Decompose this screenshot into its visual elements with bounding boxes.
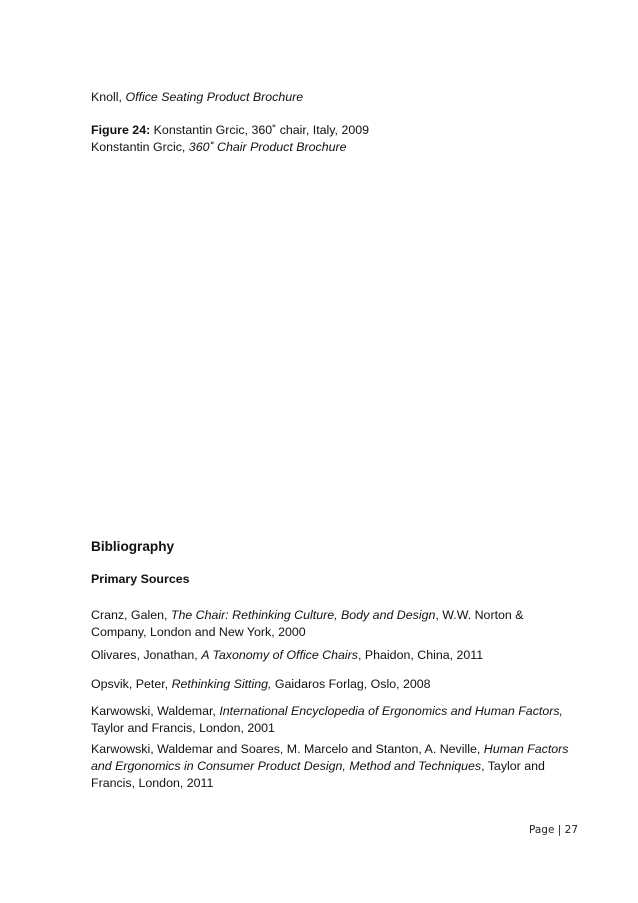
bibliography-entry xyxy=(91,647,581,664)
entry-title: Rethinking Sitting, xyxy=(171,677,272,691)
primary-sources-heading: Primary Sources xyxy=(91,572,190,586)
figure-24-source-author: Konstantin Grcic, xyxy=(91,140,189,154)
entry-publication: Taylor and Francis, London, 2001 xyxy=(91,721,275,735)
page-number: Page | 27 xyxy=(529,824,578,836)
entry-title: The Chair: Rethinking Culture, Body and Design xyxy=(170,608,436,622)
entry-author: Karwowski, Waldemar, xyxy=(91,704,220,718)
credit-knoll xyxy=(91,89,581,106)
bibliography-entry xyxy=(91,676,581,693)
entry-title: Human Factors and Ergonomics in Consumer Product Design, Method and Techniques xyxy=(91,742,569,773)
entry-publication: , W.W. Norton & Company, London and New York, 2000 xyxy=(91,608,524,639)
entry-title: A Taxonomy of Office Chairs xyxy=(201,648,358,662)
credit-knoll-author: Knoll, xyxy=(91,90,126,104)
bibliography-entry xyxy=(91,703,581,737)
entry-title: International Encyclopedia of Ergonomics and Human Factors, xyxy=(219,704,563,718)
entry-publication: , Taylor and Francis, London, 2011 xyxy=(91,759,545,790)
credit-figure-24 xyxy=(91,122,581,156)
entry-publication: Gaidaros Forlag, Oslo, 2008 xyxy=(271,677,431,691)
entry-author: Cranz, Galen, xyxy=(91,608,171,622)
figure-24-label: Figure 24: xyxy=(91,123,151,137)
entry-author: Olivares, Jonathan, xyxy=(91,648,202,662)
bibliography-entry xyxy=(91,741,581,792)
figure-24-caption: Konstantin Grcic, 360˚ chair, Italy, 2009 xyxy=(150,123,370,137)
entry-author: Opsvik, Peter, xyxy=(91,677,172,691)
entry-publication: , Phaidon, China, 2011 xyxy=(358,648,484,662)
bibliography-entry xyxy=(91,607,581,641)
bibliography-heading: Bibliography xyxy=(91,539,175,554)
credit-knoll-title: Office Seating Product Brochure xyxy=(125,90,304,104)
entry-author: Karwowski, Waldemar and Soares, M. Marcelo and Stanton, A. Neville, xyxy=(91,742,484,756)
figure-24-source-title: 360˚ Chair Product Brochure xyxy=(188,140,347,154)
